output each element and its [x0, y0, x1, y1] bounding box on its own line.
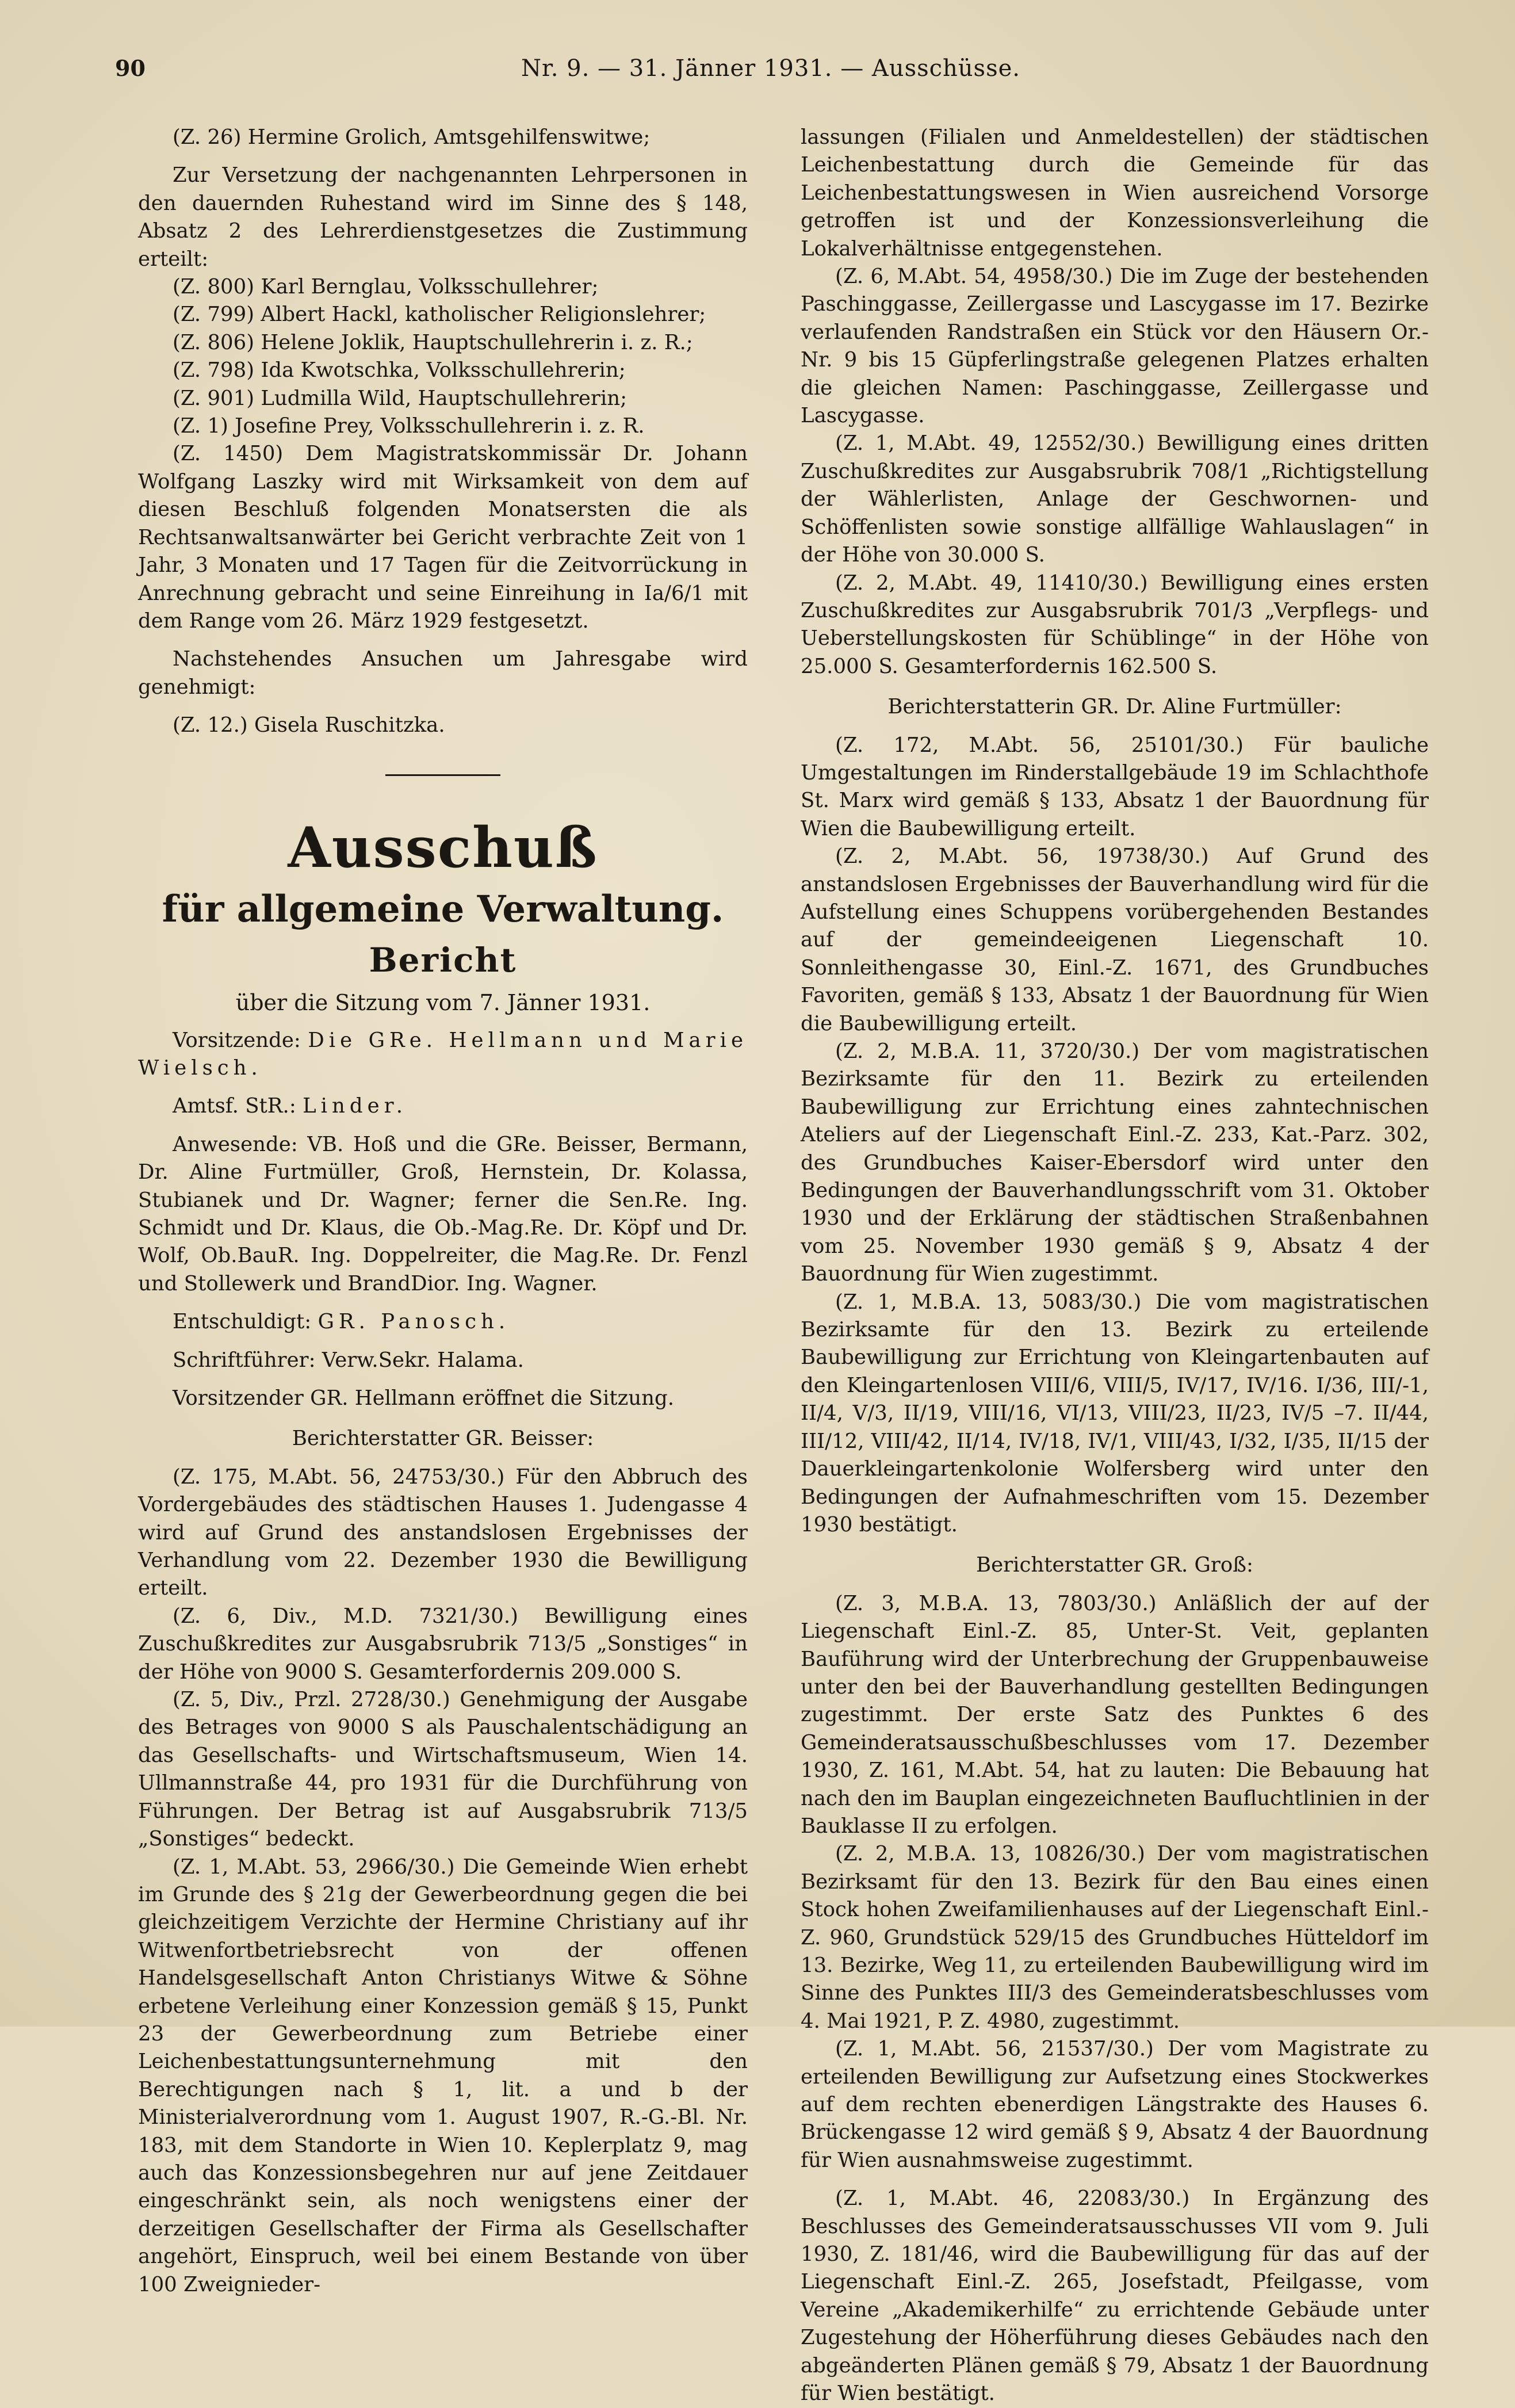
- paragraph: (Z. 1450) Dem Magistratskommissär Dr. Johann Wolfgang Laszky wird mit Wirksamkeit von dem auf diesen Beschluß folgenden Monatsersten die als Rechtsanwaltsanwärter bei Gericht verbrachte Zeit von 1 Jahr, 3 Monaten und 17 Tagen für die Zeitvorrückung in Anrechnung gebracht und seine Einreihung in Ia/6/1 mit dem Range vom 26. März 1929 festgesetzt.: [138, 442, 748, 633]
- label: Amtsf. StR.:: [173, 1094, 296, 1118]
- section-title: Ausschuß: [288, 815, 598, 880]
- chair-names: Die GRe. Hellmann und Marie Wielsch.: [138, 1028, 748, 1080]
- list-item: (Z. 1) Josefine Prey, Volksschullehrerin i. z. R.: [173, 414, 645, 438]
- opening-line: Vorsitzender GR. Hellmann eröffnet die Sitzung.: [173, 1386, 675, 1410]
- report-heading: Bericht: [369, 940, 517, 980]
- label: Anwesende:: [173, 1132, 298, 1156]
- list-item: (Z. 800) Karl Bernglau, Volksschullehrer;: [173, 275, 599, 299]
- right-column: [801, 124, 1429, 2408]
- list-item: (Z. 798) Ida Kwotschka, Volksschullehrerin;: [173, 358, 626, 383]
- chair-line: [138, 1027, 748, 1083]
- paragraph: (Z. 3, M.B.A. 13, 7803/30.) Anläßlich der auf der Liegenschaft Einl.-Z. 85, Unter-St. Veit, geplanten Bauführung wird der Unterbrechung der Gruppenbauweise unter den bei der Bauverhandlung gestellten Bedingungen zugestimmt. Der erste Satz des Punktes 6 des Gemeinderatsausschußbeschlusses vom 17. Dezember 1930, Z. 161, M.Abt. 54, hat zu lauten: Die Bebauung hat nach den im Bauplan eingezeichneten Baufluchtlinien in der Bauklasse II zu erfolgen.: [801, 1591, 1429, 1838]
- label: Schriftführer:: [173, 1348, 316, 1372]
- rapporteur-heading: Berichterstatter GR. Groß:: [976, 1553, 1253, 1577]
- paragraph: (Z. 1, M.Abt. 49, 12552/30.) Bewilligung eines dritten Zuschußkredites zur Ausgabsrubrik 708/1 „Richtigstellung der Wählerlisten, Anlage der Geschwornen- und Schöffenlisten sowie sonstige allfällige Wahlauslagen“ in der Höhe von 30.000 S.: [801, 431, 1429, 567]
- paragraph: (Z. 1, M.Abt. 53, 2966/30.) Die Gemeinde Wien erhebt im Grunde des § 21g der Gewerbeordnung gegen die bei gleichzeitigem Verzichte der Hermine Christiany auf ihr Witwenfortbetriebsrecht von der offenen Handelsgesellschaft Anton Christianys Witwe & Söhne erbetene Verleihung einer Konzession gemäß § 15, Punkt 23 der Gewerbeordnung zum Betriebe einer Leichenbestattungsunternehmung mit den Berechtigungen nach § 1, lit. a und b der Ministerialverordnung vom 1. August 1907, R.-G.-Bl. Nr. 183, mit dem Standorte in Wien 10. Keplerplatz 9, mag auch das Konzessionsbegehren nur auf jene Zeitdauer eingeschränkt sein, als noch wenigstens einer der derzeitigen Gesellschafter der Firma als Gesellschafter angehört, Einspruch, weil bei einem Bestande von über 100 Zweignieder-: [138, 1855, 748, 2296]
- paragraph: (Z. 6, M.Abt. 54, 4958/30.) Die im Zuge der bestehenden Paschinggasse, Zeillergasse und Lascygasse im 17. Bezirke verlaufenden Randstraßen ein Stück vor den Häusern Or.-Nr. 9 bis 15 Güpferlingstraße gelegenen Platzes erhalten die gleichen Namen: Paschinggasse, Zeillergasse und Lascygasse.: [801, 265, 1429, 428]
- list-item: (Z. 799) Albert Hackl, katholischer Religionslehrer;: [173, 303, 706, 327]
- paragraph: (Z. 1, M.Abt. 56, 21537/30.) Der vom Magistrate zu erteilenden Bewilligung zur Aufsetzung eines Stockwerkes auf dem rechten ebenerdigen Längstrakte des Hauses 6. Brückengasse 12 wird gemäß § 9, Absatz 4 der Bauordnung für Wien ausnahmsweise zugestimmt.: [801, 2037, 1429, 2172]
- list-item: (Z. 806) Helene Joklik, Hauptschullehrerin i. z. R.;: [173, 330, 693, 354]
- section-subtitle: für allgemeine Verwaltung.: [162, 887, 724, 931]
- amtsf-name: Linder.: [303, 1094, 407, 1118]
- rapporteur-heading: Berichterstatter GR. Beisser:: [292, 1427, 594, 1451]
- paragraph: lassungen (Filialen und Anmeldestellen) der städtischen Leichenbestattung durch die Gemeinde für das Leichenbestattungswesen in Wien ausreichend Vorsorge getroffen ist und der Konzessionsverleihung die Lokalverhältnisse entgegenstehen.: [801, 125, 1429, 261]
- label: Vorsitzende:: [173, 1028, 301, 1052]
- paragraph: (Z. 2, M.Abt. 49, 11410/30.) Bewilligung eines ersten Zuschußkredites zur Ausgabsrubrik 701/3 „Verpflegs- und Ueberstellungskosten für Schüblinge“ in der Höhe von 25.000 S. Gesamterfordernis 162.500 S.: [801, 571, 1429, 678]
- paragraph: (Z. 172, M.Abt. 56, 25101/30.) Für bauliche Umgestaltungen im Rinderstallgebäude 19 im Schlachthofe St. Marx wird gemäß § 133, Absatz 1 der Bauordnung für Wien die Baubewilligung erteilt.: [801, 733, 1429, 840]
- session-date: über die Sitzung vom 7. Jänner 1931.: [235, 989, 651, 1015]
- amtsf-line: [138, 1092, 748, 1120]
- page-number: 90: [115, 55, 146, 81]
- paragraph: Zur Versetzung der nachgenannten Lehrpersonen in den dauernden Ruhestand wird im Sinne des § 148, Absatz 2 des Lehrerdienstgesetzes die Zustimmung erteilt:: [138, 163, 748, 271]
- left-column: [138, 124, 748, 2299]
- present-line: [138, 1131, 748, 1298]
- secretary-name: Verw.Sekr. Halama.: [322, 1348, 524, 1372]
- secretary-line: [138, 1347, 748, 1374]
- paragraph: (Z. 5, Div., Przl. 2728/30.) Genehmigung der Ausgabe des Betrages von 9000 S als Pauschalentschädigung an das Gesellschafts- und Wirtschaftsmuseum, Wien 14. Ullmannstraße 44, pro 1931 für die Durchführung von Führungen. Der Betrag ist auf Ausgabsrubrik 713/5 „Sonstiges“ bedeckt.: [138, 1688, 748, 1851]
- excused-name: GR. Panosch.: [317, 1310, 510, 1334]
- page-header: [115, 55, 1426, 90]
- label: Entschuldigt:: [173, 1310, 312, 1334]
- paragraph: (Z. 1, M.B.A. 13, 5083/30.) Die vom magistratischen Bezirksamte für den 13. Bezirk zu erteilende Baubewilligung zur Errichtung von Kleingartenbauten auf den Kleingartenlosen VIII/6, VIII/5, IV/17, IV/16. I/36, III/-1, II/4, V/3, II/19, VIII/16, VI/13, VIII/23, II/23, IV/5 –7. II/44, III/12, VIII/42, II/14, IV/18, IV/1, VIII/43, I/32, I/35, II/15 der Dauerkleingartenkolonie Wolfersberg wird unter den Bedingungen der Aufnahmeschriften vom 15. Dezember 1930 bestätigt.: [801, 1290, 1429, 1536]
- paragraph: (Z. 1, M.Abt. 46, 22083/30.) In Ergänzung des Beschlusses des Gemeinderatsausschusses VII vom 9. Juli 1930, Z. 181/46, wird die Baubewilligung für das auf der Liegenschaft Einl.-Z. 265, Josefstadt, Pfeilgasse, vom Vereine „Akademikerhilfe“ zu errichtende Gebäude unter Zugestehung der Höherführung dieses Gebäudes nach den abgeänderten Plänen gemäß § 79, Absatz 1 der Bauordnung für Wien bestätigt.: [801, 2187, 1429, 2406]
- running-title: Nr. 9. — 31. Jänner 1931. — Ausschüsse.: [521, 55, 1020, 82]
- paragraph: (Z. 12.) Gisela Ruschitzka.: [173, 713, 445, 737]
- rapporteur-heading: Berichterstatterin GR. Dr. Aline Furtmüller:: [887, 695, 1342, 719]
- paragraph: (Z. 175, M.Abt. 56, 24753/30.) Für den Abbruch des Vordergebäudes des städtischen Hauses 1. Judengasse 4 wird auf Grund des anstandslosen Ergebnisses der Verhandlung vom 22. Dezember 1930 die Bewilligung erteilt.: [138, 1465, 748, 1600]
- divider: [385, 774, 500, 776]
- paragraph: (Z. 2, M.B.A. 13, 10826/30.) Der vom magistratischen Bezirksamt für den 13. Bezirk für den Bau eines einen Stock hohen Zweifamilienhauses auf der Liegenschaft Einl.-Z. 960, Grundstück 529/15 des Grundbuches Hütteldorf im 13. Bezirke, Weg 11, zu erteilenden Baubewilligung wird im Sinne des Punktes III/3 des Gemeinderatsbeschlusses vom 4. Mai 1921, P. Z. 4980, zugestimmt.: [801, 1842, 1429, 2033]
- present-names: VB. Hoß und die GRe. Beisser, Bermann, Dr. Aline Furtmüller, Groß, Hernstein, Dr. Kolassa, Stubianek und Dr. Wagner; ferner die Sen.Re. Ing. Schmidt und Dr. Klaus, die Ob.-Mag.Re. Dr. Köpf und Dr. Wolf, Ob.BauR. Ing. Doppelreiter, die Mag.Re. Dr. Fenzl und Stollewerk und BrandDior. Ing. Wagner.: [138, 1132, 748, 1295]
- list-item: (Z. 901) Ludmilla Wild, Hauptschullehrerin;: [173, 386, 628, 410]
- paragraph: (Z. 2, M.Abt. 56, 19738/30.) Auf Grund des anstandslosen Ergebnisses der Bauverhandlung wird für die Aufstellung eines Schuppens vorübergehenden Bestandes auf der gemeindeeigenen Liegenschaft 10. Sonnleithengasse 30, Einl.-Z. 1671, des Grundbuches Favoriten, gemäß § 133, Absatz 1 der Bauordnung für Wien die Baubewilligung erteilt.: [801, 844, 1429, 1035]
- paragraph: (Z. 2, M.B.A. 11, 3720/30.) Der vom magistratischen Bezirksamte für den 11. Bezirk zu erteilenden Baubewilligung zur Errichtung eines zahntechnischen Ateliers auf der Liegenschaft Einl.-Z. 233, Kat.-Parz. 302, des Grundbuches Kaiser-Ebersdorf wird unter den Bedingungen der Bauverhandlungsschrift vom 31. Oktober 1930 und der Erklärung der städtischen Straßenbahnen vom 25. November 1930 gemäß § 9, Absatz 4 der Bauordnung für Wien zugestimmt.: [801, 1039, 1429, 1286]
- paragraph: (Z. 6, Div., M.D. 7321/30.) Bewilligung eines Zuschußkredites zur Ausgabsrubrik 713/5 „Sonstiges“ in der Höhe von 9000 S. Gesamterfordernis 209.000 S.: [138, 1604, 748, 1684]
- excused-line: [138, 1308, 748, 1336]
- paragraph: Nachstehendes Ansuchen um Jahresgabe wird genehmigt:: [138, 647, 748, 699]
- paragraph: (Z. 26) Hermine Grolich, Amtsgehilfenswitwe;: [173, 125, 651, 149]
